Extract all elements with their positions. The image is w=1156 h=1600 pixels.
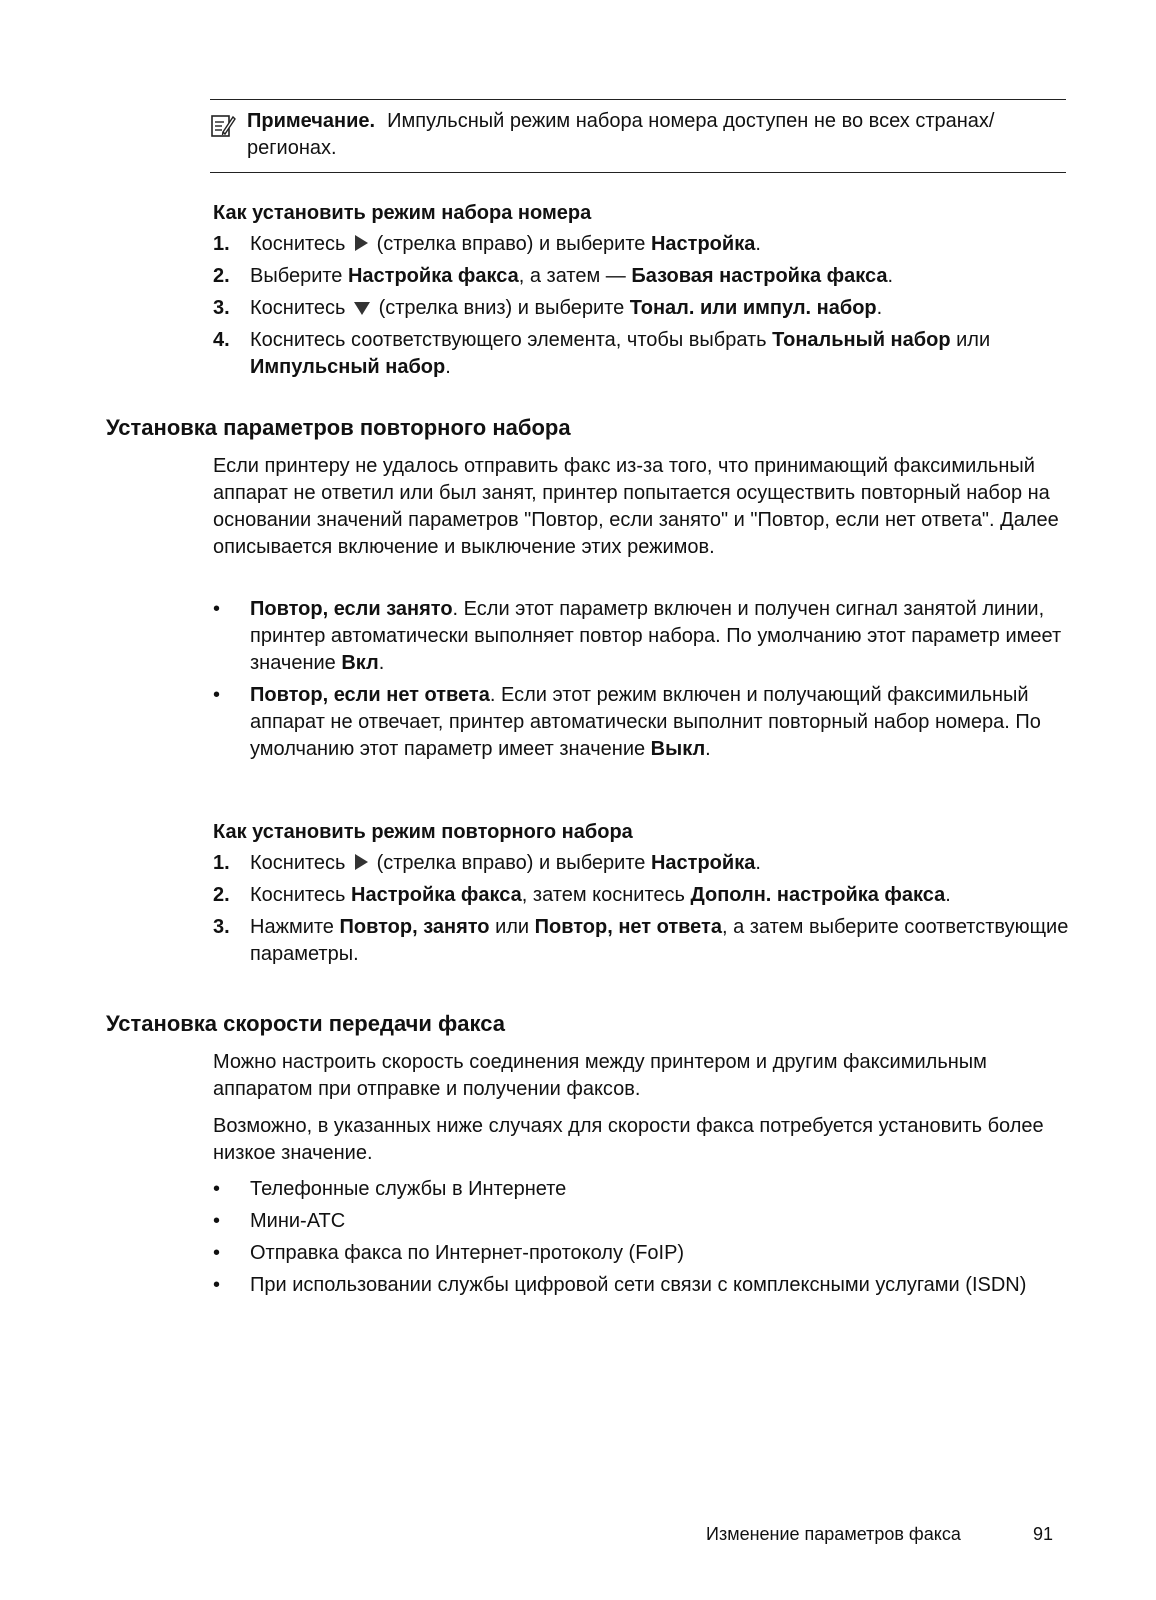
bullet-text: . Если этот параметр включен и получен сигнал занятой линии, принтер автоматически выполняет повтор набора. По умолчанию этот параметр имеет значение [250,598,1062,674]
step-item [213,882,1073,909]
note-box [210,99,1066,173]
step-text: (стрелка вправо) и выберите [376,233,646,255]
step-text: Коснитесь [250,852,346,874]
step-item [213,914,1073,968]
bullet-symbol: • [213,1210,221,1232]
bullet-value: Выкл [650,738,706,760]
step-emphasis: Тональный набор [772,329,951,351]
note-text [247,108,1066,162]
step-number: 3. [213,916,230,938]
bullet-symbol: • [213,1242,221,1264]
step-text: или [956,329,991,351]
step-emphasis: Настройка факса [347,265,519,287]
bullet-text: . [705,738,711,760]
bullet-item [213,1240,1073,1267]
step-emphasis: Базовая настройка факса [631,265,888,287]
step-emphasis: Повтор, нет ответа [534,916,722,938]
dial-mode-steps [213,231,1073,386]
speed-section-heading: Установка скорости передачи факса [106,1011,505,1036]
bullet-text: . [378,652,385,674]
step-item [213,295,1073,322]
bullet-text: При использовании службы цифровой сети связи с комплексными услугами (ISDN) [250,1274,1027,1296]
step-emphasis: Повтор, занято [339,916,490,938]
step-text: (стрелка вправо) и выберите [376,852,646,874]
step-text: , а затем выберите соответствующие параметры. [250,916,1069,965]
down-arrow-icon [353,300,371,316]
step-text: , затем коснитесь [521,884,685,906]
step-item [213,327,1073,381]
bullet-symbol: • [213,598,221,620]
bullet-text: Отправка факса по Интернет-протоколу (FoIP) [250,1242,685,1264]
step-item [213,263,1073,290]
step-item [213,850,1073,877]
step-text: . [945,884,951,906]
redial-intro: Если принтеру не удалось отправить факс из-за того, что принимающий факсимильный аппарат не ответил или был занят, принтер попытается осуществить повторный набор на основании значений параметров "Повтор, если занято" и "Повтор, если нет ответа". Далее описывается включение и выключение этих режимов. [213,455,1059,558]
step-text: Коснитесь [250,233,346,255]
redial-bullets [213,596,1073,768]
step-emphasis: Настройка [650,233,756,255]
step-item [213,231,1073,258]
step-emphasis: Импульсный набор [250,356,446,378]
right-arrow-icon [353,234,369,252]
speed-bullets [213,1176,1073,1304]
step-text: . [755,233,761,255]
step-text: (стрелка вниз) и выберите [378,297,625,319]
bullet-symbol: • [213,684,221,706]
step-text: Коснитесь [250,884,346,906]
step-text: . [876,297,883,319]
speed-para-1: Можно настроить скорость соединения между принтером и другим факсимильным аппаратом при отправке и получении факсов. [213,1051,987,1100]
bullet-term: Повтор, если занято [250,598,453,620]
bullet-text: Мини-АТС [250,1210,346,1232]
footer-section-title: Изменение параметров факса [706,1524,961,1544]
step-emphasis: Тонал. или импул. набор [629,297,877,319]
step-number: 2. [213,884,230,906]
page-number: 91 [1033,1524,1054,1544]
step-emphasis: Настройка факса [351,884,522,906]
bullet-term: Повтор, если нет ответа [250,684,490,706]
bullet-item [213,1272,1073,1299]
step-text: . [755,852,761,874]
note-pencil-icon [210,112,236,138]
bullet-item [213,1176,1073,1203]
step-text: или [495,916,530,938]
redial-procedure-title: Как установить режим повторного набора [213,821,633,843]
step-number: 2. [213,265,230,287]
step-text: Коснитесь соответствующего элемента, чтобы выбрать [250,329,767,351]
step-text: . [887,265,894,287]
step-text: Выберите [250,265,343,287]
bullet-symbol: • [213,1274,221,1296]
right-arrow-icon [353,853,369,871]
step-emphasis: Настройка [650,852,756,874]
step-emphasis: Дополн. настройка факса [690,884,946,906]
redial-steps [213,850,1073,973]
bullet-item [213,1208,1073,1235]
step-text: , а затем — [518,265,626,287]
bullet-text: . Если этот режим включен и получающий факсимильный аппарат не отвечает, принтер автоматически выполнит повторный набор номера. По умолчанию этот параметр имеет значение [250,684,1041,760]
note-label: Примечание. [247,110,376,132]
redial-section-heading: Установка параметров повторного набора [106,415,571,440]
note-body: Импульсный режим набора номера доступен не во всех странах/регионах. [247,110,995,159]
bullet-item [213,596,1073,677]
step-text: Нажмите [250,916,334,938]
step-text: . [445,356,451,378]
dial-mode-procedure-title: Как установить режим набора номера [213,202,592,224]
speed-para-2: Возможно, в указанных ниже случаях для скорости факса потребуется установить более низкое значение. [213,1115,1044,1164]
bullet-symbol: • [213,1178,221,1200]
bullet-text: Телефонные службы в Интернете [250,1178,567,1200]
step-number: 4. [213,329,230,351]
step-number: 1. [213,852,230,874]
step-text: Коснитесь [250,297,346,319]
bullet-item [213,682,1073,763]
step-number: 1. [213,233,230,255]
bullet-value: Вкл [341,652,379,674]
step-number: 3. [213,297,230,319]
